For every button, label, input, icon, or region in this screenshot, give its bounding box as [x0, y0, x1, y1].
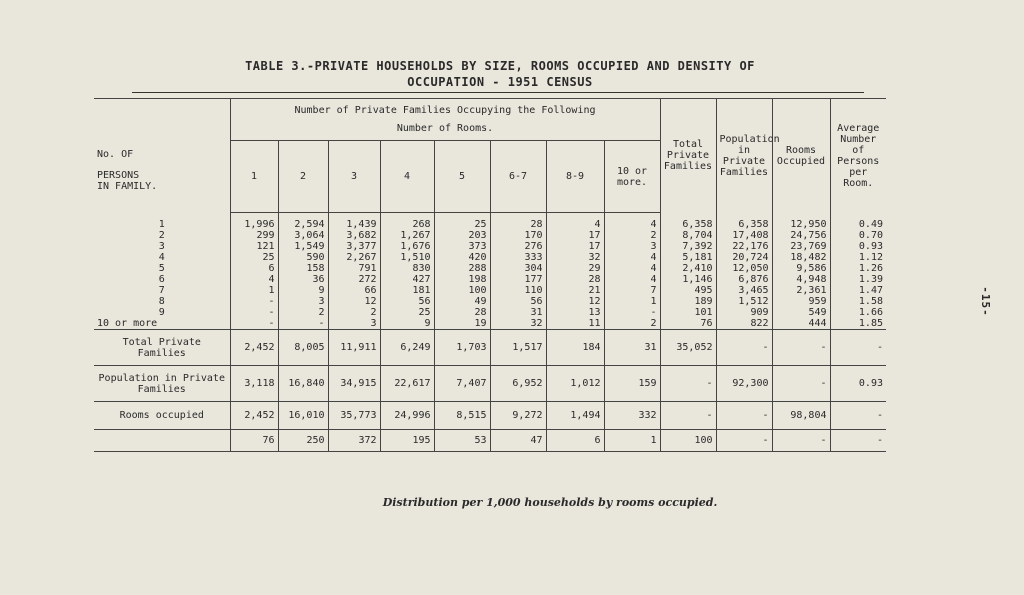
row-label: 7 [94, 285, 230, 296]
table-cell: 4 [604, 263, 660, 274]
rooms-group-header: Number of Private Families Occupying the Following Number of Rooms. [230, 99, 660, 141]
table-cell: 12 [546, 296, 604, 307]
table-cell: 299 [230, 230, 278, 241]
persons-header-line-2: PERSONS [97, 170, 140, 182]
table-cell: - [604, 307, 660, 318]
summary-label: Total Private Families [94, 330, 230, 366]
table-cell: 110 [490, 285, 546, 296]
row-label: 3 [94, 241, 230, 252]
row-label: 4 [94, 252, 230, 263]
table-cell: 4 [604, 213, 660, 231]
row-label: 6 [94, 274, 230, 285]
table-cell: 6 [230, 263, 278, 274]
table-cell: 25 [230, 252, 278, 263]
table-cell: 4 [546, 213, 604, 231]
table-cell: 28 [490, 213, 546, 231]
room-col-6-7: 6-7 [490, 141, 546, 213]
table-cell: 830 [380, 263, 434, 274]
table-cell: 0.70 [858, 230, 883, 241]
table-cell: 2,594 [278, 213, 328, 231]
room-col-3: 3 [328, 141, 380, 213]
summary-cell: 3,118 [230, 366, 278, 402]
table-cell: 31 [490, 307, 546, 318]
table-cell: 181 [380, 285, 434, 296]
table-cell: 3 [604, 241, 660, 252]
table-cell: 3 [328, 318, 380, 330]
summary-cell: 16,010 [278, 402, 328, 430]
page-number: -15- [978, 286, 992, 317]
table-title-line-1: TABLE 3.-PRIVATE HOUSEHOLDS BY SIZE, ROOMS OCCUPIED AND DENSITY OF [245, 59, 755, 73]
table-cell: 7,392 [660, 241, 716, 252]
table-cell: 17,408 [716, 230, 772, 241]
row-label: 1 [94, 213, 230, 231]
table-cell: 288 [434, 263, 490, 274]
table-cell: 36 [278, 274, 328, 285]
table-row [94, 252, 886, 263]
table-cell: 1,549 [278, 241, 328, 252]
row-label: 10 or more [94, 318, 230, 330]
table-cell: 276 [490, 241, 546, 252]
table-cell: 1,996 [230, 213, 278, 231]
table-cell: 1,512 [716, 296, 772, 307]
summary-cell: 76 [230, 430, 278, 452]
table-cell: 2 [604, 318, 660, 330]
table-row [94, 274, 886, 285]
summary-cell: 24,996 [380, 402, 434, 430]
table-cell: 17 [546, 241, 604, 252]
table-cell: 959 [772, 296, 830, 307]
table-row [94, 318, 886, 330]
average-header: Average Number of Persons per Room. [830, 99, 886, 213]
table-cell: 121 [230, 241, 278, 252]
table-row [94, 296, 886, 307]
table-cell: 9,586 [772, 263, 830, 274]
table-cell: 4 [604, 252, 660, 263]
table-cell: 20,724 [716, 252, 772, 263]
summary-cell: 22,617 [380, 366, 434, 402]
summary-cell: - [660, 366, 716, 402]
table-cell: 12,950 [772, 213, 830, 231]
table-cell: 23,769 [772, 241, 830, 252]
summary-cell: 2,452 [230, 402, 278, 430]
room-col-1: 1 [230, 141, 278, 213]
summary-cell: 159 [604, 366, 660, 402]
table-cell: 3,465 [716, 285, 772, 296]
table-cell: 11 [546, 318, 604, 330]
table-cell: 822 [716, 318, 772, 330]
table-cell: 100 [434, 285, 490, 296]
summary-cell: 35,773 [328, 402, 380, 430]
table-cell: 495 [660, 285, 716, 296]
summary-cell: 1,012 [546, 366, 604, 402]
table-cell: 1.47 [858, 285, 883, 296]
table-cell: 17 [546, 230, 604, 241]
table-cell: 333 [490, 252, 546, 263]
summary-cell: 2,452 [230, 330, 278, 366]
total-private-header: Total Private Families [660, 99, 716, 213]
table-cell: 3,064 [278, 230, 328, 241]
table-cell: - [230, 296, 278, 307]
summary-cell: - [772, 330, 830, 366]
summary-cell: - [830, 330, 886, 366]
table-cell: 1.39 [858, 274, 883, 285]
room-col-8-9: 8-9 [546, 141, 604, 213]
room-col-2: 2 [278, 141, 328, 213]
table-cell: 56 [490, 296, 546, 307]
table-cell: 189 [660, 296, 716, 307]
summary-cell: 31 [604, 330, 660, 366]
table-cell: 13 [546, 307, 604, 318]
table-cell: 6,876 [716, 274, 772, 285]
table-cell: 1,267 [380, 230, 434, 241]
table-cell: 12 [328, 296, 380, 307]
table-cell: 2,267 [328, 252, 380, 263]
table-cell: 101 [660, 307, 716, 318]
table-cell: 56 [380, 296, 434, 307]
table-cell: 6,358 [716, 213, 772, 231]
summary-row [94, 402, 886, 430]
summary-cell: 250 [278, 430, 328, 452]
table-title-line-2: OCCUPATION - 1951 CENSUS [407, 75, 593, 89]
table-cell: 3 [278, 296, 328, 307]
summary-cell: 35,052 [660, 330, 716, 366]
table-cell: 8,704 [660, 230, 716, 241]
table-cell: 1.12 [858, 252, 883, 263]
table-cell: 304 [490, 263, 546, 274]
summary-cell: 6,952 [490, 366, 546, 402]
summary-cell: 184 [546, 330, 604, 366]
table-cell: 3,682 [328, 230, 380, 241]
summary-cell: 1,494 [546, 402, 604, 430]
table-cell: 170 [490, 230, 546, 241]
summary-cell: - [772, 430, 830, 452]
table-cell: 1,439 [328, 213, 380, 231]
summary-cell: - [772, 366, 830, 402]
summary-label [94, 430, 230, 452]
table-cell: 1,146 [660, 274, 716, 285]
table-cell: 1,510 [380, 252, 434, 263]
table-row [94, 213, 886, 231]
table-cell: 4,948 [772, 274, 830, 285]
summary-cell: 47 [490, 430, 546, 452]
table-body [94, 213, 886, 330]
summary-cell: 7,407 [434, 366, 490, 402]
table-cell: 1 [604, 296, 660, 307]
table-cell: 2,410 [660, 263, 716, 274]
table-cell: 427 [380, 274, 434, 285]
table-cell: 203 [434, 230, 490, 241]
table-cell: 272 [328, 274, 380, 285]
table-cell: 18,482 [772, 252, 830, 263]
summary-cell: - [716, 402, 772, 430]
summary-cell: 98,804 [772, 402, 830, 430]
persons-header [94, 99, 230, 213]
table-cell: 21 [546, 285, 604, 296]
table-row [94, 263, 886, 274]
table-cell: 1,676 [380, 241, 434, 252]
table-cell: 444 [772, 318, 830, 330]
table-cell: 2 [278, 307, 328, 318]
room-col-10-more: 10 or more. [604, 141, 660, 213]
table-row [94, 285, 886, 296]
summary-cell: 1,703 [434, 330, 490, 366]
summary-cell: 16,840 [278, 366, 328, 402]
census-table [94, 98, 886, 452]
table-cell: 791 [328, 263, 380, 274]
summary-cell: 6,249 [380, 330, 434, 366]
table-cell: 0.49 [858, 218, 883, 230]
table-cell: 1.85 [858, 318, 883, 329]
summary-cell: 9,272 [490, 402, 546, 430]
summary-cell: 8,515 [434, 402, 490, 430]
table-cell: 9 [380, 318, 434, 330]
summary-row [94, 330, 886, 366]
summary-row [94, 366, 886, 402]
table-cell: 28 [546, 274, 604, 285]
summary-cell: 372 [328, 430, 380, 452]
summary-label: Rooms occupied [94, 402, 230, 430]
table-cell: 158 [278, 263, 328, 274]
summary-cell: 1,517 [490, 330, 546, 366]
table-cell: 420 [434, 252, 490, 263]
row-label: 5 [94, 263, 230, 274]
table-cell: 4 [230, 274, 278, 285]
summary-cell: 0.93 [830, 366, 886, 402]
table-cell: 909 [716, 307, 772, 318]
summary-cell: - [830, 430, 886, 452]
table-cell: 25 [380, 307, 434, 318]
table-row [94, 241, 886, 252]
table-cell: 590 [278, 252, 328, 263]
table-caption: Distribution per 1,000 households by rooms occupied. [382, 496, 718, 509]
table-cell: - [230, 307, 278, 318]
table-cell: 373 [434, 241, 490, 252]
table-cell: 198 [434, 274, 490, 285]
table-cell: 29 [546, 263, 604, 274]
table-cell: 1.58 [858, 296, 883, 307]
table-cell: 2 [328, 307, 380, 318]
table-cell: 2,361 [772, 285, 830, 296]
table-cell: 7 [604, 285, 660, 296]
table-row [94, 307, 886, 318]
table-cell: 9 [278, 285, 328, 296]
table-cell: 6,358 [660, 213, 716, 231]
rooms-occupied-header: Rooms Occupied [772, 99, 830, 213]
population-header: Population in Private Families [716, 99, 772, 213]
summary-cell: 100 [660, 430, 716, 452]
summary-cell: 195 [380, 430, 434, 452]
summary-cell: 34,915 [328, 366, 380, 402]
summary-cell: 332 [604, 402, 660, 430]
room-col-5: 5 [434, 141, 490, 213]
summary-cell: 11,911 [328, 330, 380, 366]
summary-cell: - [830, 402, 886, 430]
summary-cell: - [716, 430, 772, 452]
table-cell: 76 [660, 318, 716, 330]
table-cell: 32 [490, 318, 546, 330]
room-col-4: 4 [380, 141, 434, 213]
table-cell: 24,756 [772, 230, 830, 241]
table-cell: - [278, 318, 328, 330]
summary-cell: 53 [434, 430, 490, 452]
table-cell: 1.26 [858, 263, 883, 274]
table-cell: - [230, 318, 278, 330]
row-label: 8 [94, 296, 230, 307]
summary-cell: 1 [604, 430, 660, 452]
table-cell: 1 [230, 285, 278, 296]
persons-header-line-1: No. OF [97, 149, 134, 161]
table-cell: 4 [604, 274, 660, 285]
row-label: 2 [94, 230, 230, 241]
row-label: 9 [94, 307, 230, 318]
table-cell: 5,181 [660, 252, 716, 263]
summary-cell: - [660, 402, 716, 430]
summary-cell: 6 [546, 430, 604, 452]
table-cell: 25 [434, 213, 490, 231]
summary-body [94, 330, 886, 452]
table-cell: 0.93 [858, 241, 883, 252]
table-row [94, 230, 886, 241]
table-cell: 3,377 [328, 241, 380, 252]
persons-header-line-3: IN FAMILY. [97, 181, 158, 193]
table-cell: 28 [434, 307, 490, 318]
table-cell: 2 [604, 230, 660, 241]
table-cell: 12,050 [716, 263, 772, 274]
summary-cell: 92,300 [716, 366, 772, 402]
summary-label: Population in Private Families [94, 366, 230, 402]
summary-row [94, 430, 886, 452]
table-cell: 177 [490, 274, 546, 285]
table-cell: 49 [434, 296, 490, 307]
title-rule [132, 92, 864, 93]
table-cell: 549 [772, 307, 830, 318]
table-cell: 22,176 [716, 241, 772, 252]
table-cell: 268 [380, 213, 434, 231]
summary-cell: - [716, 330, 772, 366]
table-cell: 32 [546, 252, 604, 263]
table-cell: 1.66 [858, 307, 883, 318]
table-cell: 66 [328, 285, 380, 296]
table-cell: 19 [434, 318, 490, 330]
summary-cell: 8,005 [278, 330, 328, 366]
